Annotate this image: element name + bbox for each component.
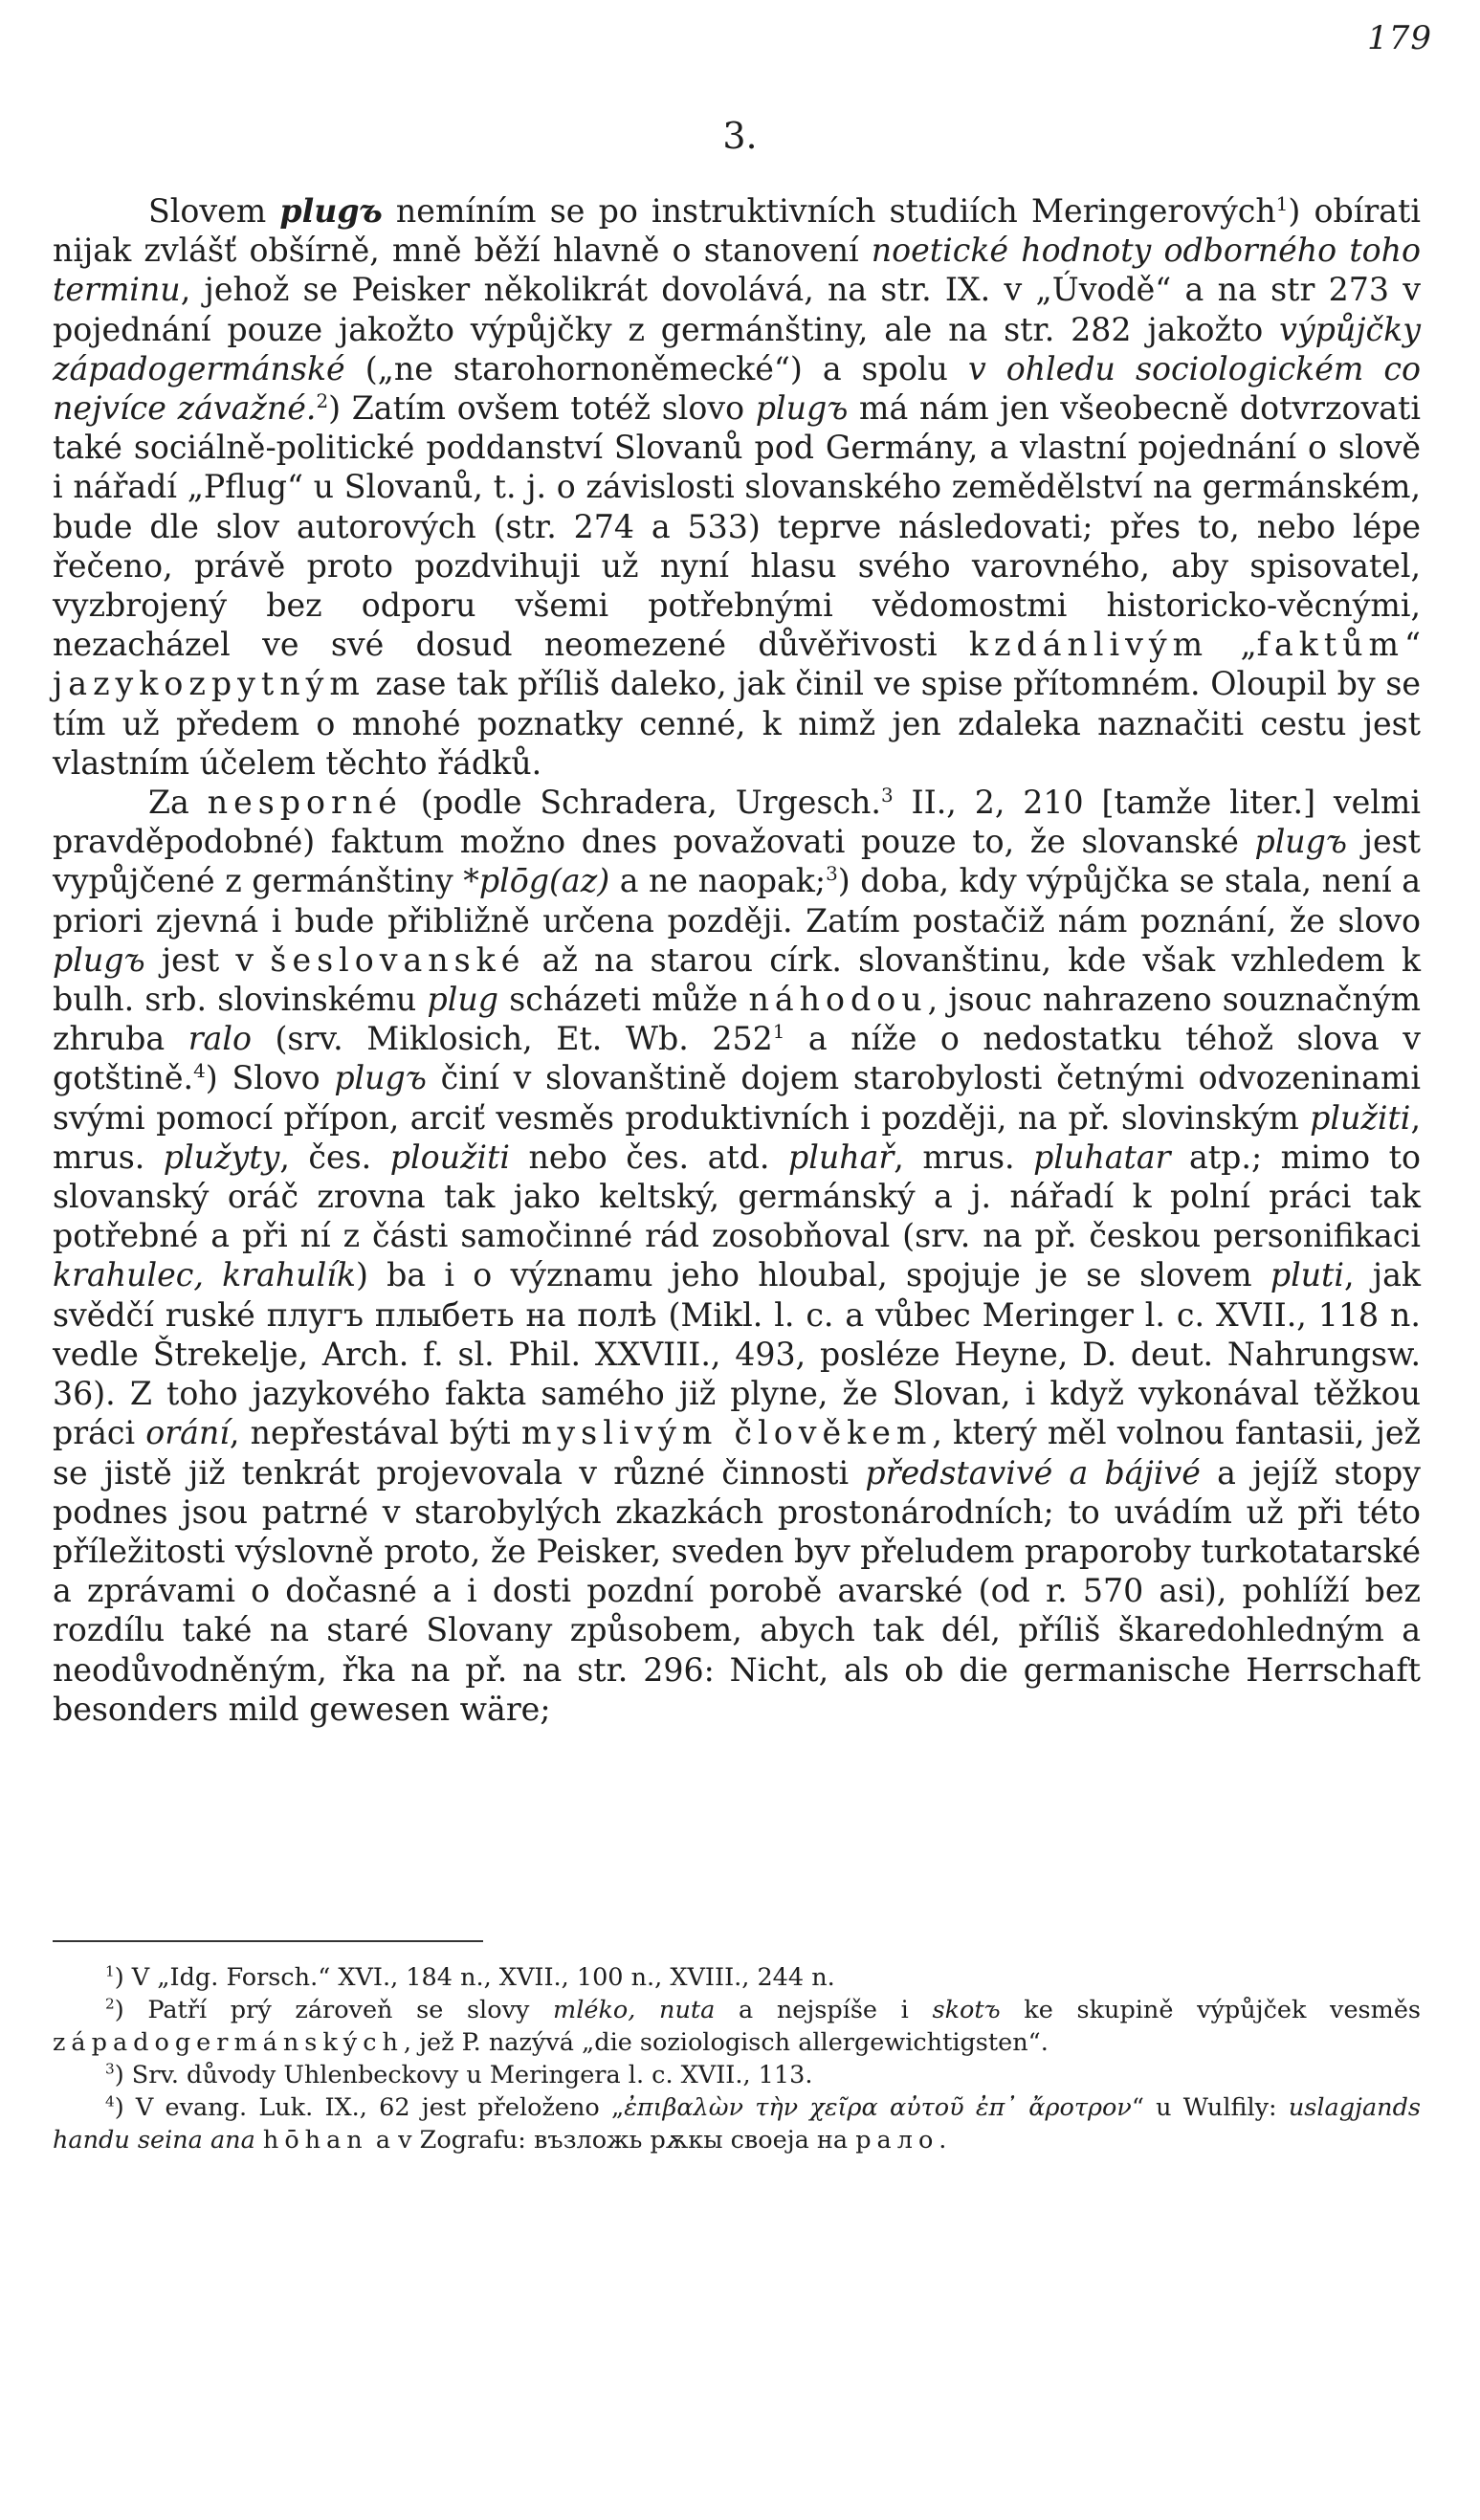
text-run: II., 2, 210 [tamže liter.] velmi pravděpodobné) faktum možno dnes považovati pouze to, že slovanské bbox=[53, 784, 1422, 861]
footnote-marker: 3 bbox=[826, 863, 838, 886]
body-paragraph bbox=[53, 783, 1421, 1729]
text-run: “ bbox=[1404, 626, 1421, 664]
spaced-emphasis: faktům bbox=[1256, 626, 1405, 664]
text-run: ) Zatím ovšem totéž slovo bbox=[328, 389, 756, 428]
italic-text: krahulec, krahulík bbox=[53, 1256, 356, 1294]
italic-text: představivé a bájivé bbox=[865, 1453, 1201, 1492]
text-run: ke skupině výpůjček vesměs bbox=[1000, 1996, 1421, 2024]
footnote-marker: 2 bbox=[105, 1995, 115, 2013]
text-run: jest v bbox=[144, 940, 271, 979]
italic-text: ἐπιβαλὼν τὴν χεῖρα αὐτοῦ ἐπ᾿ ἄροτρον bbox=[624, 2093, 1132, 2122]
section-heading: 3. bbox=[722, 115, 758, 157]
text-run: (srv. Miklosich, Et. Wb. 252 bbox=[251, 1020, 773, 1058]
text-run: ) Slovo bbox=[205, 1059, 335, 1097]
text-run: a nejspíše i bbox=[715, 1996, 933, 2024]
italic-text: v ohledu sociologickém co nejvíce závažné. bbox=[53, 349, 1421, 428]
italic-text: plugъ bbox=[1254, 823, 1348, 861]
text-run: nemíním se po instruktivních studiích Meringerových bbox=[382, 192, 1276, 230]
italic-text: plužyty bbox=[163, 1138, 280, 1176]
text-run: zase tak příliš daleko, jak činil ve spise přítomném. Oloupil by se tím už předem o mnohé poznatky cenné, k nimž jen zdaleka naznačiti cestu jest vlastním účelem těchto řádků. bbox=[53, 665, 1421, 782]
spaced-emphasis: hōhan bbox=[262, 2126, 368, 2155]
text-run: až na starou círk. slovanštinu, kde však vzhledem k bulh. srb. slovinskému bbox=[53, 940, 1421, 1019]
text-run: a ne naopak; bbox=[609, 862, 827, 900]
italic-text: plugъ bbox=[334, 1059, 427, 1097]
spaced-emphasis: kzdánlivým bbox=[968, 626, 1209, 664]
italic-text: pluhař bbox=[788, 1138, 895, 1176]
italic-text: mléko, nuta bbox=[553, 1996, 716, 2024]
text-run: a v Zografu: възложь рѫкы своеја на bbox=[367, 2126, 856, 2155]
footnote-marker: 4 bbox=[193, 1060, 206, 1083]
footnote-marker: 1 bbox=[105, 1962, 115, 1980]
text-run: , jež P. nazývá „die soziologisch allergewichtigsten“. bbox=[403, 2028, 1049, 2057]
italic-text: noetické hodnoty odborného toho terminu bbox=[53, 232, 1421, 309]
footnote bbox=[53, 2091, 1421, 2156]
text-run: , jak svědčí ruské плугъ плыбеть на полѣ (Mikl. l. c. a vůbec Meringer l. c. XVII., 118 n. vedle Štrekelje, Arch. f. sl. Phil. XXVIII., 493, posléze Heyne, D. deut. Nahrungsw. 36). Z toho jazykového fakta samého již plyne, že Slovan, i když vykonával těžkou práci bbox=[53, 1256, 1421, 1452]
footnote bbox=[53, 2059, 1421, 2091]
body-text bbox=[53, 191, 1421, 1729]
italic-text: uslagjands handu seina ana bbox=[53, 2093, 1421, 2155]
text-run: ) Srv. důvody Uhlenbeckovy u Meringera l. c. XVII., 113. bbox=[114, 2061, 813, 2089]
italic-text: plōg(az) bbox=[478, 862, 610, 900]
text-run: a níže o nedostatku téhož slova v gotštině. bbox=[53, 1020, 1421, 1097]
italic-text: plugъ bbox=[53, 940, 145, 979]
text-run: má nám jen všeobecně dotvrzovati také sociálně-politické poddanství Slovanů pod Germány, a vlastní pojednání o slově i nářadí „Pflug“ u Slovanů, t. j. o závislosti slovanského zemědělství na germánském, bude dle slov autorových (str. 274 a 533) teprve následovati; přes to, nebo lépe řečeno, právě proto pozdvihuji už nyní hlasu svého varovného, aby spisovatel, vyzbrojený bez odporu všemi potřebnými vědomostmi historicko-věcnými, nezacházel ve své dosud neomezené důvěřivosti bbox=[53, 389, 1421, 664]
footnote bbox=[53, 1994, 1421, 2059]
spaced-emphasis: náhodou bbox=[748, 981, 928, 1019]
text-run: jest vypůjčené z germánštiny * bbox=[53, 823, 1421, 900]
italic-text: plug bbox=[427, 981, 498, 1019]
spaced-emphasis: myslivým člověkem bbox=[520, 1414, 933, 1452]
text-run: atp.; mimo to slovanský oráč zrovna tak jako keltský, germánský a j. nářadí k polní práci tak potřebné a při ní z části samočinné rád zosobňoval (srv. na př. českou personifikaci bbox=[53, 1138, 1421, 1255]
spaced-emphasis: nesporné bbox=[207, 784, 403, 822]
text-run: (podle Schradera, Urgesch. bbox=[402, 784, 881, 822]
text-run: , jehož se Peisker několikrát dovolává, na str. IX. v „Úvodě“ a na str 273 v pojednání pouze jakožto výpůjčky z germánštiny, ale na str. 282 jakožto bbox=[53, 271, 1421, 348]
text-run: ) V evang. Luk. IX., 62 jest přeloženo „ bbox=[114, 2093, 625, 2122]
italic-text: plužiti bbox=[1310, 1098, 1411, 1137]
footnotes bbox=[53, 1961, 1421, 2156]
footnote bbox=[53, 1961, 1421, 1994]
text-run: Slovem bbox=[148, 192, 280, 230]
footnote-divider bbox=[53, 1940, 483, 1942]
text-run: scházeti může bbox=[498, 981, 749, 1019]
text-run: “ u Wulfily: bbox=[1131, 2093, 1289, 2122]
text-run: ) ba i o významu jeho hloubal, spojuje je se slovem bbox=[355, 1256, 1270, 1294]
text-run: ) Patří prý zároveň se slovy bbox=[114, 1996, 554, 2024]
spaced-emphasis: západogermánských bbox=[53, 2028, 404, 2057]
text-run: , jsouc nahrazeno souznačným zhruba bbox=[53, 981, 1421, 1058]
footnote-marker: 1 bbox=[772, 1021, 785, 1044]
footnote-marker: 3 bbox=[880, 784, 894, 807]
footnote-marker: 1 bbox=[1275, 192, 1289, 215]
text-run: . bbox=[939, 2126, 947, 2155]
italic-text: plugъ bbox=[755, 389, 849, 428]
italic-text: skotъ bbox=[932, 1996, 1001, 2024]
text-run: činí v slovanštině dojem starobylosti četnými odvozeninami svými pomocí přípon, arciť vesměs produktivních i později, na př. slovinským bbox=[53, 1059, 1421, 1137]
footnote-marker: 3 bbox=[105, 2060, 115, 2078]
spaced-emphasis: ралo bbox=[855, 2126, 939, 2155]
text-run: nebo čes. atd. bbox=[510, 1138, 788, 1176]
bold-italic-term: plugъ bbox=[279, 192, 383, 230]
text-run: ) obírati nijak zvlášť obšírně, mně běží hlavně o stanovení bbox=[53, 192, 1421, 270]
italic-text: ploužiti bbox=[389, 1138, 510, 1176]
italic-text: výpůjčky západogermánské bbox=[53, 310, 1421, 387]
text-run: („ne starohornoněmecké“) a spolu bbox=[344, 349, 968, 387]
text-run: , nepřestával býti bbox=[229, 1414, 521, 1452]
text-run: , mrus. bbox=[894, 1138, 1034, 1176]
footnote-marker: 4 bbox=[105, 2092, 115, 2111]
italic-text: pluhatar bbox=[1033, 1138, 1171, 1176]
spaced-emphasis: jazykozpytným bbox=[53, 665, 365, 703]
text-run: , čes. bbox=[279, 1138, 390, 1176]
text-run: a jejíž stopy podnes jsou patrné v starobylých zkazkách prostonárodních; to uvádím už při této příležitosti výslovně proto, že Peisker, sveden byv přeludem praporoby turkotatarské a zprávami o dočasné a i dosti pozdní porobě avarské (od r. 570 asi), pohlíží bez rozdílu také na staré Slovany způsobem, abych tak dél, příliš škaredohledným a neodůvodněným, řka na př. na str. 296: Nicht, als ob die germanische Herrschaft besonders mild gewesen wäre; bbox=[53, 1453, 1422, 1728]
italic-text: pluti bbox=[1270, 1256, 1345, 1294]
text-run: „ bbox=[1208, 626, 1257, 664]
text-run: , mrus. bbox=[53, 1098, 1421, 1176]
body-paragraph bbox=[53, 191, 1421, 783]
footnote-marker: 2 bbox=[316, 389, 329, 412]
italic-text: ralo bbox=[188, 1020, 252, 1058]
text-run: ) V „Idg. Forsch.“ XVI., 184 n., XVII., 100 n., XVIII., 244 n. bbox=[114, 1963, 835, 1992]
text-run: , který měl volnou fantasii, jež se jistě již tenkrát projevovala v různé činnosti bbox=[53, 1414, 1421, 1492]
page-number: 179 bbox=[1367, 19, 1432, 57]
spaced-emphasis: šeslovanské bbox=[270, 940, 526, 979]
italic-text: orání bbox=[145, 1414, 230, 1452]
text-run: Za bbox=[148, 784, 208, 822]
text-run: ) doba, kdy výpůjčka se stala, není a priori zjevná i bude přibližně určena později. Zatím postačiž nám poznání, že slovo bbox=[53, 862, 1421, 939]
text-run bbox=[255, 2126, 263, 2155]
